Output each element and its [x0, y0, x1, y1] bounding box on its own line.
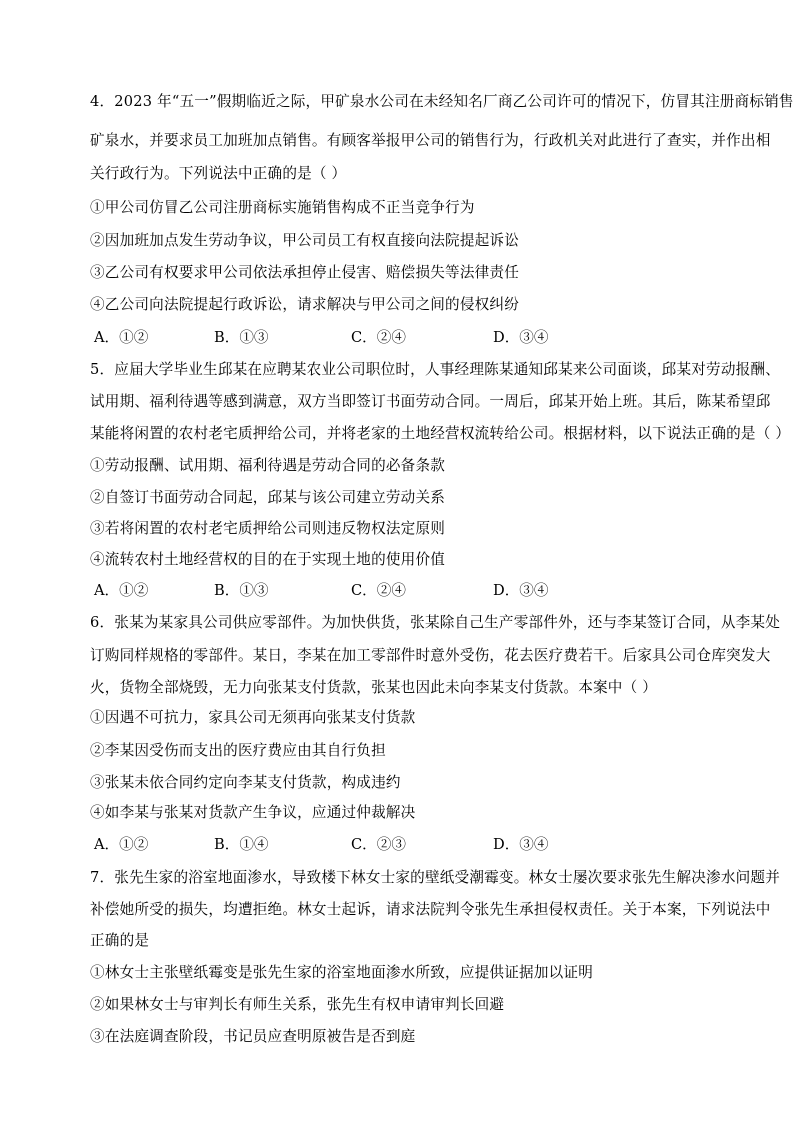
question-4-stem-line-3: 关行政行为。下列说法中正确的是（ ） [90, 165, 347, 182]
question-6-statement-3: ③张某未依合同约定向李某支付货款，构成违约 [90, 774, 401, 791]
question-4-option-a[interactable]: A．①② [94, 329, 149, 346]
question-5-stem-line-2: 试用期、福利待遇等感到满意，双方当即签订书面劳动合同。一周后，邱某开始上班。其后，陈某希望邱 [90, 393, 771, 410]
question-6-statement-2: ②李某因受伤而支出的医疗费应由其自行负担 [90, 742, 386, 759]
question-5-option-d[interactable]: D．③④ [493, 582, 549, 599]
question-6-stem-line-3: 火，货物全部烧毁，无力向张某支付货款，张某也因此未向李某支付货款。本案中（ ） [90, 679, 658, 696]
question-4-stem-line-2: 矿泉水，并要求员工加班加点销售。有顾客举报甲公司的销售行为，行政机关对此进行了查实，并作出相 [90, 132, 771, 149]
question-5-statement-1: ①劳动报酬、试用期、福利待遇是劳动合同的必备条款 [90, 457, 446, 474]
question-6-stem-line-1: 6．张某为某家具公司供应零部件。为加快供货，张某除自己生产零部件外，还与李某签订合同，从李某处 [90, 614, 781, 631]
question-4-statement-2: ②因加班加点发生劳动争议，甲公司员工有权直接向法院提起诉讼 [90, 232, 520, 249]
question-4-option-c[interactable]: C．②④ [351, 329, 406, 346]
question-4-option-d[interactable]: D．③④ [493, 329, 549, 346]
question-7-statement-2: ②如果林女士与审判长有师生关系，张先生有权申请审判长回避 [90, 996, 505, 1013]
question-4-option-b[interactable]: B．①③ [214, 329, 269, 346]
question-4-statement-4: ④乙公司向法院提起行政诉讼，请求解决与甲公司之间的侵权纠纷 [90, 296, 520, 313]
question-5-option-c[interactable]: C．②④ [351, 582, 406, 599]
question-6-statement-4: ④如李某与张某对货款产生争议，应通过仲裁解决 [90, 804, 416, 821]
question-6-option-b[interactable]: B．①④ [214, 836, 269, 853]
question-7-statement-3: ③在法庭调查阶段，书记员应查明原被告是否到庭 [90, 1028, 416, 1045]
question-5-option-b[interactable]: B．①③ [214, 582, 269, 599]
question-7-stem-line-1: 7．张先生家的浴室地面渗水，导致楼下林女士家的壁纸受潮霉变。林女士屡次要求张先生解决渗水问题并 [90, 869, 781, 886]
question-6-option-c[interactable]: C．②③ [351, 836, 406, 853]
question-5-statement-2: ②自签订书面劳动合同起，邱某与该公司建立劳动关系 [90, 489, 446, 506]
question-5-option-a[interactable]: A．①② [94, 582, 149, 599]
question-6-statement-1: ①因遇不可抗力，家具公司无须再向张某支付货款 [90, 709, 416, 726]
question-5-stem-line-1: 5．应届大学毕业生邱某在应聘某农业公司职位时，人事经理陈某通知邱某来公司面谈，邱某对劳动报酬、 [90, 361, 781, 378]
question-5-stem-line-3: 某能将闲置的农村老宅质押给公司，并将老家的土地经营权流转给公司。根据材料，以下说法正确的是（ ） [90, 425, 791, 442]
question-6-option-d[interactable]: D．③④ [493, 836, 549, 853]
question-7-stem-line-3: 正确的是 [90, 932, 150, 949]
question-5-statement-4: ④流转农村土地经营权的目的在于实现土地的使用价值 [90, 551, 446, 568]
question-6-stem-line-2: 订购同样规格的零部件。某日，李某在加工零部件时意外受伤，花去医疗费若干。后家具公司仓库突发大 [90, 647, 771, 664]
question-4-statement-1: ①甲公司仿冒乙公司注册商标实施销售构成不正当竞争行为 [90, 199, 475, 216]
question-4-statement-3: ③乙公司有权要求甲公司依法承担停止侵害、赔偿损失等法律责任 [90, 264, 520, 281]
question-7-statement-1: ①林女士主张壁纸霉变是张先生家的浴室地面渗水所致，应提供证据加以证明 [90, 964, 593, 981]
question-4-stem-line-1: 4．2023 年“五一”假期临近之际，甲矿泉水公司在未经知名厂商乙公司许可的情况下，仿冒其注册商标销售 [90, 93, 794, 110]
question-5-statement-3: ③若将闲置的农村老宅质押给公司则违反物权法定原则 [90, 520, 446, 537]
question-7-stem-line-2: 补偿她所受的损失，均遭拒绝。林女士起诉，请求法院判令张先生承担侵权责任。关于本案，下列说法中 [90, 901, 771, 918]
question-6-option-a[interactable]: A．①② [94, 836, 149, 853]
